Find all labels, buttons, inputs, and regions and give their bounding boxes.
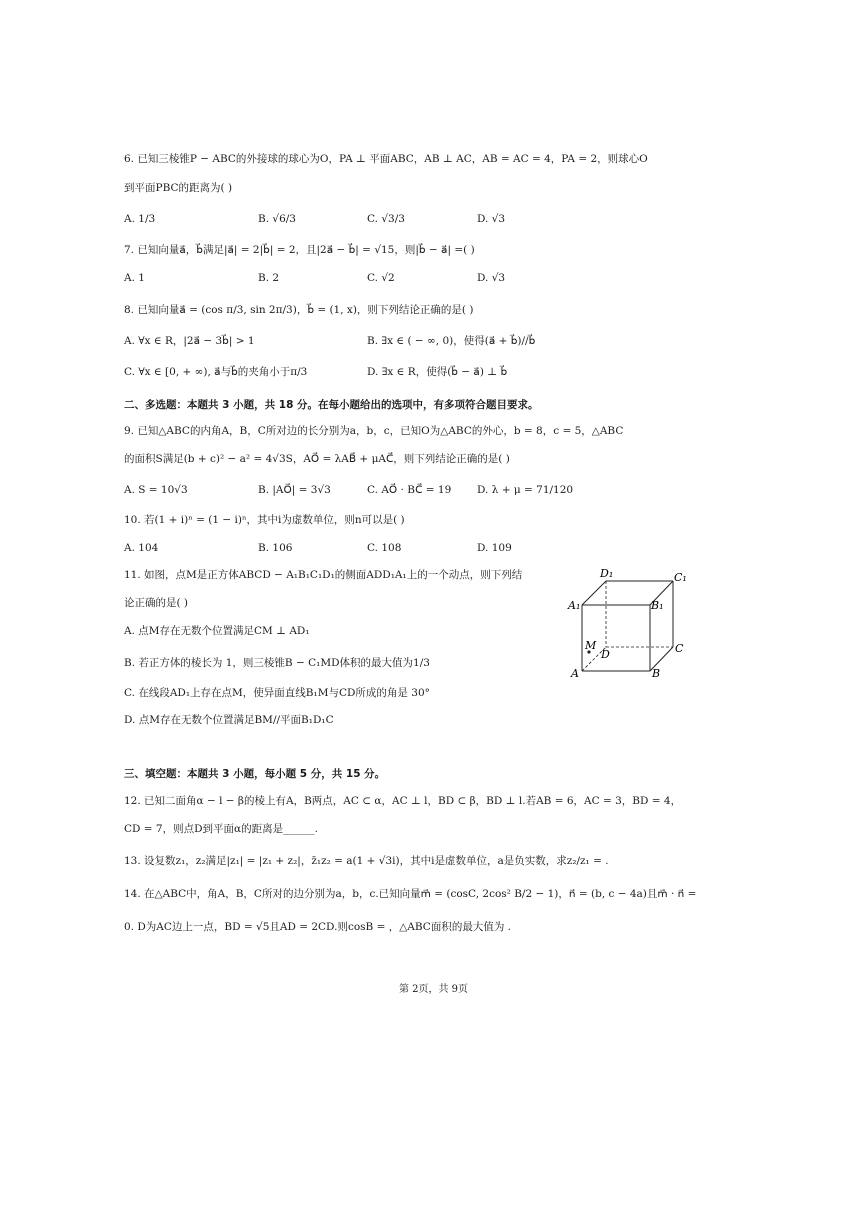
- cube-figure: [560, 565, 700, 685]
- edge-a1d1: [582, 581, 606, 605]
- q7-line1: 7. 已知向量a⃗，b⃗满足|a⃗| = 2|b⃗| = 2，且|2a⃗ − b⃗| = √15，则|b⃗ − a⃗| =( ): [124, 244, 475, 256]
- q10-option-a: A. 104: [124, 542, 159, 554]
- q9-option-c: C. AO⃗ · BC⃗ = 19: [367, 484, 452, 496]
- q7-option-c: C. √2: [367, 272, 395, 284]
- q9-option-d: D. λ + μ = 71/120: [477, 484, 574, 496]
- q9-option-a: A. S = 10√3: [124, 484, 188, 496]
- q8-option-c: C. ∀x ∈ [0, + ∞), a⃗与b⃗的夹角小于π/3: [124, 366, 308, 378]
- q6-option-a: A. 1/3: [124, 213, 156, 225]
- label-a: A: [571, 667, 579, 680]
- q6-line2: 到平面PBC的距离为( ): [124, 182, 233, 194]
- q7-option-a: A. 1: [124, 272, 145, 284]
- label-d: D: [601, 648, 610, 661]
- q8-option-b: B. ∃x ∈ ( − ∞, 0)，使得(a⃗ + b⃗)//b⃗: [367, 335, 536, 347]
- q11-option-a: A. 点M存在无数个位置满足CM ⊥ AD₁: [124, 625, 310, 637]
- label-b: B: [652, 667, 661, 680]
- label-d1: D₁: [600, 567, 614, 580]
- q11-line1: 11. 如图，点M是正方体ABCD − A₁B₁C₁D₁的侧面ADD₁A₁上的一个动点，则下列结: [124, 569, 523, 581]
- q8-option-a: A. ∀x ∈ R，|2a⃗ − 3b⃗| > 1: [124, 335, 255, 347]
- label-c1: C₁: [674, 571, 687, 584]
- q8-line1: 8. 已知向量a⃗ = (cos π/3, sin 2π/3)，b⃗ = (1, x)，则下列结论正确的是( ): [124, 304, 474, 316]
- q12-line1: 12. 已知二面角α − l − β的棱上有A，B两点，AC ⊂ α，AC ⊥ l，BD ⊂ β，BD ⊥ l.若AB = 6，AC = 3，BD = 4，: [124, 795, 682, 807]
- q7-option-d: D. √3: [477, 272, 506, 284]
- q11-option-c: C. 在线段AD₁上存在点M，使异面直线B₁M与CD所成的角是 30°: [124, 687, 430, 699]
- q6-option-c: C. √3/3: [367, 213, 405, 225]
- q10-option-c: C. 108: [367, 542, 402, 554]
- q9-line2: 的面积S满足(b + c)² − a² = 4√3S，AO⃗ = λAB⃗ + μAC⃗，则下列结论正确的是( ): [124, 453, 510, 465]
- q14-line1: 14. 在△ABC中，角A，B，C所对的边分别为a，b，c.已知向量m⃗ = (cosC, 2cos² B/2 − 1)，n⃗ = (b, c − 4a)且m⃗ · n⃗ =: [124, 888, 697, 900]
- q10-option-d: D. 109: [477, 542, 512, 554]
- q6-option-b: B. √6/3: [258, 213, 296, 225]
- page-footer: 第 2页，共 9页: [398, 984, 469, 995]
- q10-line1: 10. 若(1 + i)ⁿ = (1 − i)ⁿ，其中i为虚数单位，则n可以是( ): [124, 514, 405, 526]
- q14-line2: 0. D为AC边上一点，BD = √5且AD = 2CD.则cosB = ，△ABC面积的最大值为 .: [124, 921, 511, 933]
- label-a1: A₁: [568, 599, 581, 612]
- label-m: M: [585, 639, 597, 652]
- section-fill-in-heading: 三、填空题：本题共 3 小题，每小题 5 分，共 15 分。: [124, 768, 386, 780]
- q11-line2: 论正确的是( ): [124, 597, 189, 609]
- q6-line1: 6. 已知三棱锥P − ABC的外接球的球心为O，PA ⊥ 平面ABC，AB ⊥ AC，AB = AC = 4，PA = 2，则球心O: [124, 153, 648, 165]
- q9-option-b: B. |AO⃗| = 3√3: [258, 484, 331, 496]
- q9-line1: 9. 已知△ABC的内角A，B，C所对边的长分别为a，b，c，已知O为△ABC的外心，b = 8，c = 5，△ABC: [124, 425, 624, 437]
- q11-option-b: B. 若正方体的棱长为 1，则三棱锥B − C₁MD体积的最大值为1/3: [124, 657, 430, 669]
- q12-line2: CD = 7，则点D到平面α的距离是______.: [124, 823, 318, 835]
- label-c: C: [675, 642, 684, 655]
- q10-option-b: B. 106: [258, 542, 293, 554]
- q8-option-d: D. ∃x ∈ R，使得(b⃗ − a⃗) ⊥ b⃗: [367, 366, 508, 378]
- q11-option-d: D. 点M存在无数个位置满足BM//平面B₁D₁C: [124, 714, 334, 726]
- section-multiple-choice-heading: 二、多选题：本题共 3 小题，共 18 分。在每小题给出的选项中，有多项符合题目要求。: [124, 399, 539, 411]
- q6-option-d: D. √3: [477, 213, 506, 225]
- label-b1: B₁: [651, 599, 664, 612]
- q13-line1: 13. 设复数z₁，z₂满足|z₁| = |z₁ + z₂|，z̄₁z₂ = a(1 + √3i)，其中i是虚数单位，a是负实数，求z₂/z₁ = .: [124, 855, 609, 867]
- q7-option-b: B. 2: [258, 272, 280, 284]
